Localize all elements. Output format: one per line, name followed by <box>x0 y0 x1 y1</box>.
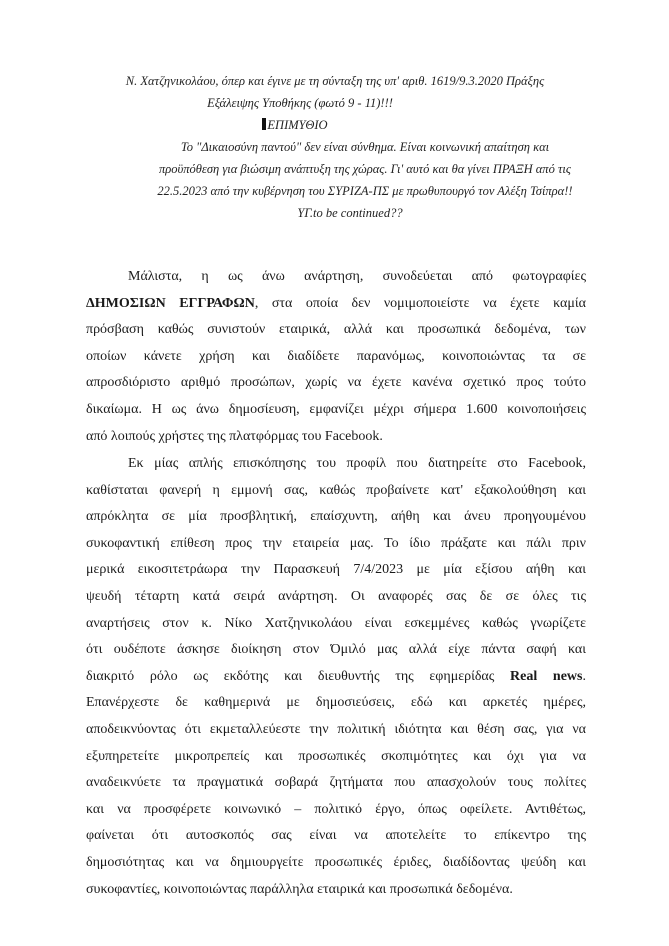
paragraph-line: οποίων κάνετε χρήση και διαδίδετε παρανόμως, κοινοποιώντας τα σε <box>86 348 586 364</box>
paragraph-line <box>86 291 586 318</box>
redaction-mark <box>262 118 266 130</box>
paragraph-line: συκοφαντίες, κοινοποιώντας παράλληλα εταιρικά και προσωπικά δεδομένα. <box>86 881 513 897</box>
paragraph-text: . <box>582 668 586 684</box>
paragraph-line: αναδεικνύετε τα πραγματικά σοβαρά ζητήματα που απασχολούν τους πολίτες <box>86 775 586 791</box>
paragraph-line: απροσδιόριστο αριθμό προσώπων, χωρίς να έχετε κανένα σχετικό προς τούτο <box>86 375 586 391</box>
paragraph-line: απρόκλητα σε μία προσβλητική, επαίσχυντη, αήθη και άνευ προηγουμένου <box>86 509 586 525</box>
paragraph-line: ότι ουδέποτε άσκησε διοίκηση στον Όμιλό μας αλλά είχε πάντα σαφή και <box>86 642 586 658</box>
paragraph-line: καθίσταται φανερή η εμμονή σας, καθώς προβαίνετε κατ' εξακολούθηση και <box>86 482 586 498</box>
paragraph-line: Επανέρχεστε δε καθημερινά με δημοσιεύσεις, εδώ και αρκετές ημέρες, <box>86 695 586 711</box>
paragraph-1 <box>86 264 586 450</box>
quote-line: ΥΓ.to be continued?? <box>297 206 403 220</box>
paragraph-text: , στα οποία δεν νομιμοποιείστε να έχετε καμία <box>254 295 586 311</box>
paragraph-line: δημοσιότητας και να δημιουργείτε προσωπικές έριδες, διαδίδοντας ψεύδη και <box>86 854 586 870</box>
paragraph-line: αναρτήσεις στον κ. Νίκο Χατζηνικολάου είναι εσκεμμένες καθώς γνωρίζετε <box>86 615 586 631</box>
paragraph-line: Εκ μίας απλής επισκόπησης του προφίλ που διατηρείτε στο Facebook, <box>128 456 586 471</box>
emphasis-text: ΔΗΜΟΣΙΩΝ ΕΓΓΡΑΦΩΝ <box>86 295 255 311</box>
paragraph-line: Μάλιστα, η ως άνω ανάρτηση, συνοδεύεται από φωτογραφίες <box>128 269 586 284</box>
paragraph-line: δικαίωμα. Η ως άνω δημοσίευση, εμφανίζει μέχρι σήμερα 1.600 κοινοποιήσεις <box>86 401 586 417</box>
postscript-heading <box>70 114 600 136</box>
paragraph-line: αποδεικνύοντας ότι εκμεταλλεύεστε την πολιτική ιδιότητα και θέση σας, για να <box>86 721 586 737</box>
paragraph-line <box>86 664 586 691</box>
paragraph-line: από λοιπούς χρήστες της πλατφόρμας του Facebook. <box>86 428 383 444</box>
paragraph-line: μερικά εικοσιτετράωρα την Παρασκευή 7/4/2023 με μία εξίσου αήθη και <box>86 562 586 578</box>
quote-line: Το "Δικαιοσύνη παντού" δεν είναι σύνθημα. Είναι κοινωνική απαίτηση και <box>180 140 550 154</box>
paragraph-line: συκοφαντική επίθεση προς την εταιρεία μας. Το ίδιο πράξατε και πάλι πριν <box>86 535 586 551</box>
paragraph-line: ψευδή τέταρτη κατά σειρά ανάρτηση. Οι αναφορές σας δε σε όλες τις <box>86 588 586 604</box>
paragraph-line: φαίνεται ότι αυτοσκοπός σας είναι να αποτελείτε το επίκεντρο της <box>86 828 586 844</box>
quote-line: 22.5.2023 από την κυβέρνηση του ΣΥΡΙΖΑ-ΠΣ με πρωθυπουργό τον Αλέξη Τσίπρα!! <box>157 184 573 198</box>
quote-line: Εξάλειψης Υποθήκης (φωτό 9 - 11)!!! <box>207 96 393 110</box>
quoted-post-excerpt <box>70 70 600 224</box>
paragraph-text: διακριτό ρόλο ως εκδότης και διευθυντής της εφημερίδας <box>86 668 511 684</box>
paragraph-2 <box>86 451 586 903</box>
paragraph-line: πρόσβαση καθώς συνιστούν εταιρικά, αλλά και προσωπικά δεδομένα, των <box>86 322 586 338</box>
quote-line: Ν. Χατζηνικολάου, όπερ και έγινε με τη σύνταξη της υπ' αριθ. 1619/9.3.2020 Πράξης <box>125 74 545 88</box>
newspaper-name: Real news <box>510 668 583 684</box>
paragraph-line: εξυπηρετείτε μικροπρεπείς και προσωπικές σκοπιμότητες και όχι για να <box>86 748 586 764</box>
postscript-label: ΕΠΙΜΥΘΙΟ <box>267 118 328 132</box>
quote-line: προϋπόθεση για βιώσιμη ανάπτυξη της χώρας. Γι' αυτό και θα γίνει ΠΡΑΞΗ από τις <box>159 162 571 176</box>
paragraph-line: και να προσφέρετε κοινωνικό – πολιτικό έργο, όπως οφείλετε. Αντιθέτως, <box>86 801 586 817</box>
